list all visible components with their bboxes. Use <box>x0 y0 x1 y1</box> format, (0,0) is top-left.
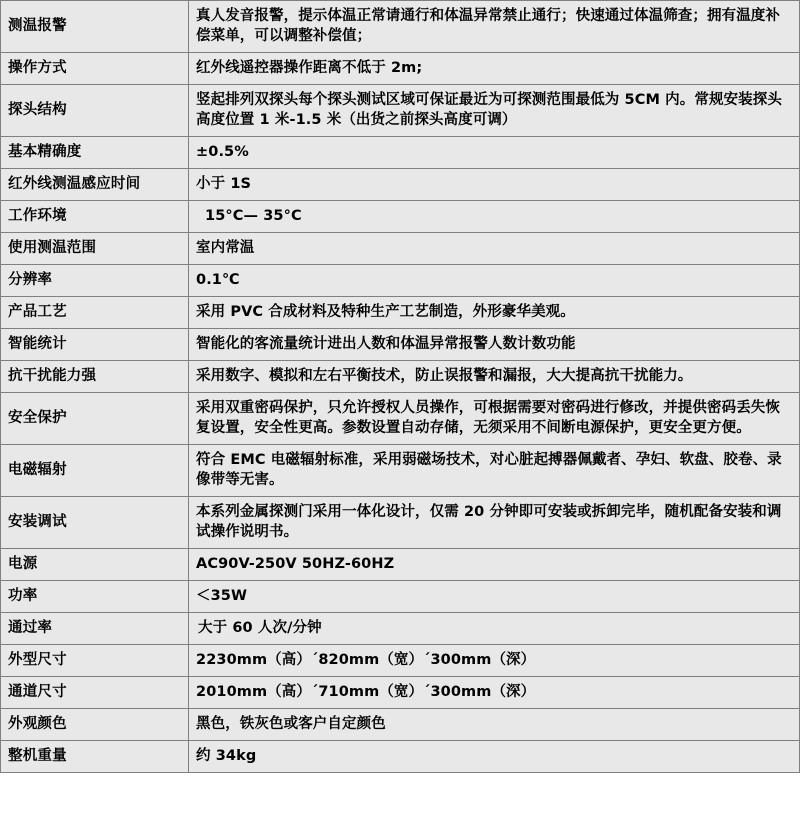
spec-value: 0.1℃ <box>189 265 800 297</box>
table-row <box>1 581 800 613</box>
table-row <box>1 265 800 297</box>
spec-label: 外观颜色 <box>1 709 189 741</box>
spec-value: 采用双重密码保护，只允许授权人员操作，可根据需要对密码进行修改，并提供密码丢失恢复设置，安全性更高。参数设置自动存储，无须采用不间断电源保护，更安全更方便。 <box>189 393 800 445</box>
table-row <box>1 85 800 137</box>
spec-label: 测温报警 <box>1 1 189 53</box>
spec-label: 操作方式 <box>1 53 189 85</box>
spec-value: 符合 EMC 电磁辐射标准，采用弱磁场技术，对心脏起搏器佩戴者、孕妇、软盘、胶卷、录像带等无害。 <box>189 445 800 497</box>
spec-label: 抗干扰能力强 <box>1 361 189 393</box>
spec-label: 红外线测温感应时间 <box>1 169 189 201</box>
table-row <box>1 297 800 329</box>
spec-value: 竖起排列双探头每个探头测试区域可保证最近为可探测范围最低为 5CM 内。常规安装探头高度位置 1 米-1.5 米（出货之前探头高度可调） <box>189 85 800 137</box>
spec-value: 本系列金属探测门采用一体化设计，仅需 20 分钟即可安装或拆卸完毕，随机配备安装和调试操作说明书。 <box>189 497 800 549</box>
spec-value: 大于 60 人次/分钟 <box>189 613 800 645</box>
table-row <box>1 169 800 201</box>
spec-value: 15°C— 35°C <box>189 201 800 233</box>
spec-label: 整机重量 <box>1 741 189 773</box>
spec-label: 工作环境 <box>1 201 189 233</box>
table-row <box>1 497 800 549</box>
table-row <box>1 329 800 361</box>
table-row <box>1 201 800 233</box>
spec-label: 通道尺寸 <box>1 677 189 709</box>
table-row <box>1 677 800 709</box>
table-row <box>1 361 800 393</box>
table-row <box>1 613 800 645</box>
spec-label: 分辨率 <box>1 265 189 297</box>
spec-value: ±0.5% <box>189 137 800 169</box>
spec-value: 室内常温 <box>189 233 800 265</box>
spec-value: 真人发音报警，提示体温正常请通行和体温异常禁止通行；快速通过体温筛查；拥有温度补偿菜单，可以调整补偿值； <box>189 1 800 53</box>
table-row <box>1 741 800 773</box>
table-row <box>1 393 800 445</box>
spec-value: 黑色，铁灰色或客户自定颜色 <box>189 709 800 741</box>
spec-value: ＜35W <box>189 581 800 613</box>
spec-value: 智能化的客流量统计进出人数和体温异常报警人数计数功能 <box>189 329 800 361</box>
spec-label: 智能统计 <box>1 329 189 361</box>
spec-label: 电磁辐射 <box>1 445 189 497</box>
spec-value: 采用 PVC 合成材料及特种生产工艺制造，外形豪华美观。 <box>189 297 800 329</box>
spec-value: 红外线遥控器操作距离不低于 2m; <box>189 53 800 85</box>
table-row <box>1 53 800 85</box>
table-row <box>1 137 800 169</box>
spec-label: 电源 <box>1 549 189 581</box>
spec-label: 通过率 <box>1 613 189 645</box>
spec-value: 小于 1S <box>189 169 800 201</box>
table-row <box>1 233 800 265</box>
spec-label: 安全保护 <box>1 393 189 445</box>
spec-label: 产品工艺 <box>1 297 189 329</box>
table-row <box>1 645 800 677</box>
spec-label: 探头结构 <box>1 85 189 137</box>
spec-value: 2230mm（高）´820mm（宽）´300mm（深） <box>189 645 800 677</box>
spec-label: 外型尺寸 <box>1 645 189 677</box>
table-row <box>1 445 800 497</box>
spec-label: 安装调试 <box>1 497 189 549</box>
table-row <box>1 549 800 581</box>
spec-label: 功率 <box>1 581 189 613</box>
spec-value: 2010mm（高）´710mm（宽）´300mm（深） <box>189 677 800 709</box>
spec-value: AC90V-250V 50HZ-60HZ <box>189 549 800 581</box>
table-row <box>1 1 800 53</box>
specification-table-body <box>1 1 800 773</box>
spec-value: 约 34kg <box>189 741 800 773</box>
table-row <box>1 709 800 741</box>
spec-label: 使用测温范围 <box>1 233 189 265</box>
spec-label: 基本精确度 <box>1 137 189 169</box>
spec-value: 采用数字、模拟和左右平衡技术，防止误报警和漏报，大大提高抗干扰能力。 <box>189 361 800 393</box>
